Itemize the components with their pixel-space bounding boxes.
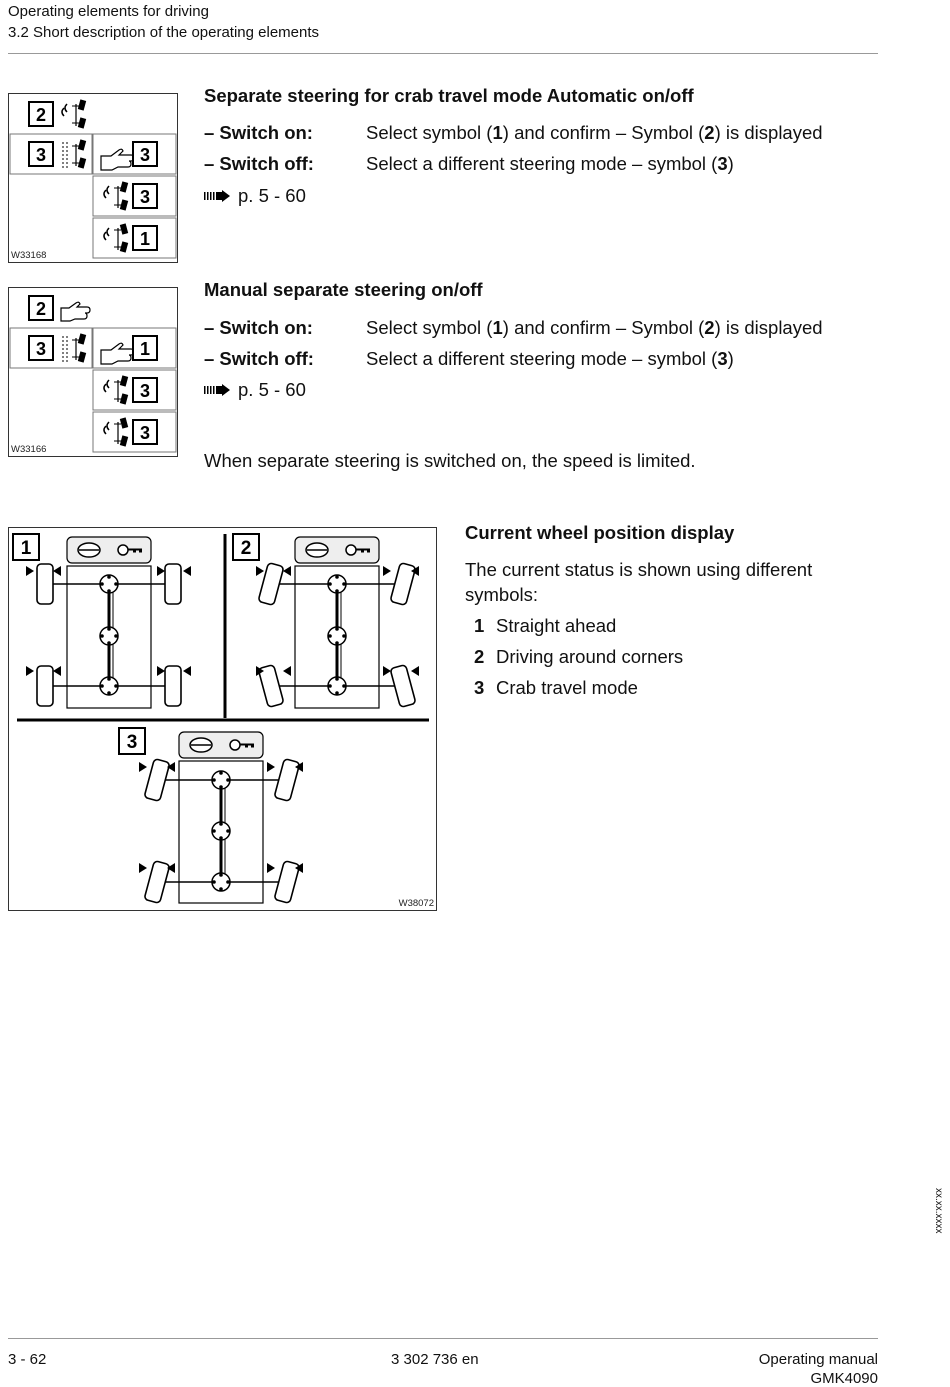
figure-id: W33166: [11, 444, 47, 455]
svg-text:3: 3: [139, 187, 151, 207]
section-title-wheel-position: Current wheel position display: [465, 522, 735, 543]
svg-text:1: 1: [139, 229, 151, 249]
svg-text:1: 1: [20, 538, 32, 559]
figure-id: W33168: [11, 250, 47, 261]
svg-text:3: 3: [139, 381, 151, 401]
revision-code: xx.xx.xxxx: [933, 1188, 944, 1234]
wheel-position-intro: The current status is shown using different symbols:: [465, 559, 813, 605]
list-item: 2 Driving around corners: [474, 646, 684, 667]
running-header-chapter: Operating elements for driving: [8, 3, 209, 20]
switch-off-instruction: Select a different steering mode – symbol (3): [366, 153, 734, 174]
header-divider: [8, 53, 878, 54]
figure-id: W38072: [398, 898, 434, 909]
running-header-section: 3.2 Short description of the operating elements: [8, 24, 320, 41]
manual-steering-figure: [8, 287, 178, 457]
hand-icon: [61, 302, 90, 321]
switch-on-instruction: Select symbol (1) and confirm – Symbol (2) is displayed: [366, 122, 823, 143]
page-reference-link[interactable]: p. 5 - 60: [204, 185, 306, 207]
switch-on-row: [204, 317, 884, 341]
switch-off-label: – Switch off:: [204, 153, 314, 174]
section-title-manual-steering: Manual separate steering on/off: [204, 279, 483, 300]
list-item: 1 Straight ahead: [474, 615, 617, 636]
svg-text:3: 3: [35, 145, 47, 165]
switch-on-label: – Switch on:: [204, 122, 313, 143]
crane-model: GMK4090: [810, 1370, 878, 1387]
reference-arrow-icon: [204, 384, 230, 396]
page-reference-link[interactable]: p. 5 - 60: [204, 379, 306, 401]
reference-arrow-icon: [204, 190, 230, 202]
switch-off-instruction: Select a different steering mode – symbol (3): [366, 348, 734, 369]
svg-text:2: 2: [35, 299, 47, 319]
panel-driving-around-corners: [233, 534, 419, 708]
wheel-position-figure: [8, 527, 437, 911]
footer-divider: [8, 1338, 878, 1339]
page-number: 3 - 62: [8, 1351, 47, 1368]
svg-text:3: 3: [126, 732, 138, 753]
svg-text:3: 3: [139, 423, 151, 443]
svg-text:1: 1: [139, 339, 151, 359]
crab-steering-icon: [62, 99, 86, 128]
switch-off-label: – Switch off:: [204, 348, 314, 369]
crab-auto-steering-figure: [8, 93, 178, 263]
svg-text:2: 2: [240, 538, 252, 559]
symbol-label-2: 2: [35, 105, 47, 125]
switch-on-label: – Switch on:: [204, 317, 313, 338]
switch-off-row: [204, 153, 884, 177]
steering-mode-symbols: [9, 94, 177, 262]
svg-text:3: 3: [139, 145, 151, 165]
speed-limit-note: When separate steering is switched on, the speed is limited.: [204, 450, 696, 471]
svg-text:3: 3: [35, 339, 47, 359]
document-number: 3 302 736 en: [391, 1351, 479, 1368]
panel-straight-ahead: [13, 534, 191, 708]
manual-type: Operating manual: [758, 1351, 878, 1368]
wheel-position-diagrams: [9, 528, 436, 910]
panel-crab-travel-mode: [119, 728, 303, 903]
section-title-crab-auto: Separate steering for crab travel mode Automatic on/off: [204, 85, 694, 106]
switch-on-row: [204, 122, 884, 146]
switch-on-instruction: Select symbol (1) and confirm – Symbol (2) is displayed: [366, 317, 823, 338]
switch-off-row: [204, 348, 884, 372]
steering-mode-symbols: [9, 288, 177, 456]
list-item: 3 Crab travel mode: [474, 677, 638, 698]
